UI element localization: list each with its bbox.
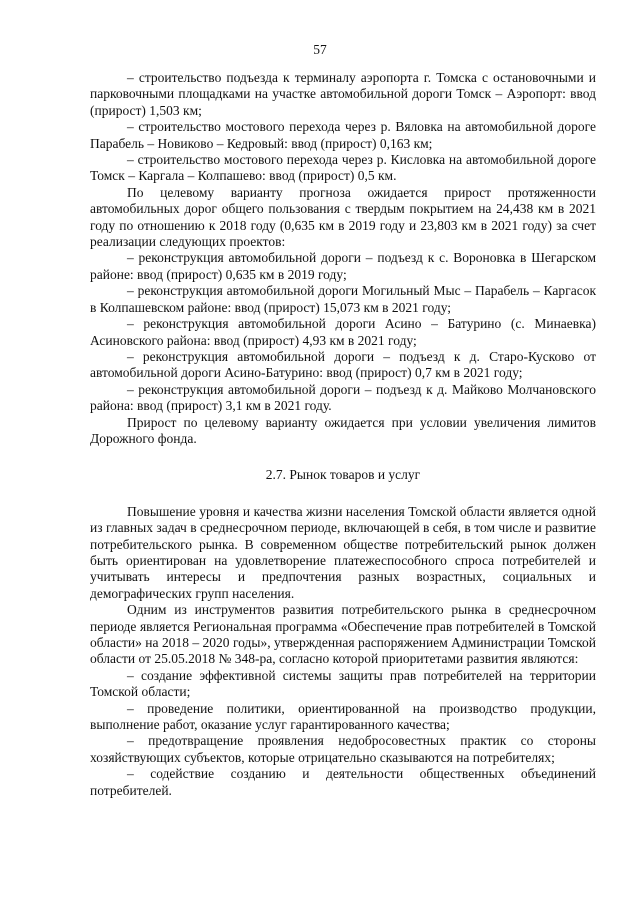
document-body [90, 70, 596, 799]
bullet-maykovo-road: – реконструкция автомобильной дороги – подъезд к д. Майково Молчановского района: ввод (прирост) 3,1 км в 2021 году. [90, 381, 596, 414]
bullet-asino-baturino-road: – реконструкция автомобильной дороги Асино – Батурино (с. Минаевка) Асиновского района: ввод (прирост) 4,93 км в 2021 году; [90, 316, 596, 348]
bullet-mogilny-mys-road: – реконструкция автомобильной дороги Могильный Мыс – Парабель – Каргасок в Колпашевском районе: ввод (прирост) 15,073 км в 2021 году; [90, 283, 596, 315]
bullet-voronovka-road: – реконструкция автомобильной дороги – подъезд к с. Вороновка в Шегарском районе: ввод (прирост) 0,635 км в 2019 году; [90, 250, 596, 282]
bullet-public-associations: – содействие созданию и деятельности общественных объединений потребителей. [90, 766, 596, 798]
bullet-kislovka-bridge: – строительство мостового перехода через р. Кисловка на автомобильной дороге Томск – Каргала – Колпашево: ввод (прирост) 0,5 км. [90, 152, 596, 184]
paragraph-road-fund-condition: Прирост по целевому варианту ожидается при условии увеличения лимитов Дорожного фонда. [90, 414, 596, 446]
bullet-consumer-protection-system: – создание эффективной системы защиты прав потребителей на территории Томской области; [90, 667, 596, 700]
bullet-quality-policy: – проведение политики, ориентированной на производство продукции, выполнение работ, оказание услуг гарантированного качества; [90, 700, 596, 733]
bullet-terminal-access-road: – строительство подъезда к терминалу аэропорта г. Томска с остановочными и парковочными площадками на участке автомобильной дороги Томск – Аэропорт: ввод (прирост) 1,503 км; [90, 70, 596, 118]
bullet-unfair-practices: – предотвращение проявления недобросовестных практик со стороны хозяйствующих субъектов, которые отрицательно сказываются на потребителях; [90, 733, 596, 765]
bullet-staro-kuskovo-road: – реконструкция автомобильной дороги – подъезд к д. Старо-Кусково от автомобильной дороги Асино-Батурино: ввод (прирост) 0,7 км в 2021 году; [90, 348, 596, 381]
bullet-vyalovka-bridge: – строительство мостового перехода через р. Вяловка на автомобильной дороге Парабель – Новиково – Кедровый: ввод (прирост) 0,163 км; [90, 119, 596, 151]
section-heading: 2.7. Рынок товаров и услуг [265, 467, 421, 483]
paragraph-living-standards: Повышение уровня и качества жизни населения Томской области является одной из главных задач в среднесрочном периоде, включающей в себя, в том числе и развитие потребительского рынка. В современном обществе потребительский рынок должен быть ориентирован на удовлетворение платежеспособного спроса потребителей и учитывать интересы и предпочтения разных возрастных, социальных и демографических групп населения. [90, 503, 596, 601]
page-number: 57 [313, 42, 327, 57]
paragraph-target-forecast: По целевому варианту прогноза ожидается прирост протяженности автомобильных дорог общего пользования с твердым покрытием на 24,438 км в 2021 году по отношению к 2018 году (0,635 км в 2019 году и 23,803 км в 2021 году) за счет реализации следующих проектов: [90, 184, 596, 250]
paragraph-regional-program: Одним из инструментов развития потребительского рынка в среднесрочном периоде является Региональная программа «Обеспечение прав потребителей в Томской области» на 2018 – 2020 годы», утвержденная распоряжением Администрации Томской области от 25.05.2018 № 348-ра, согласно которой приоритетами развития являются: [90, 602, 596, 667]
